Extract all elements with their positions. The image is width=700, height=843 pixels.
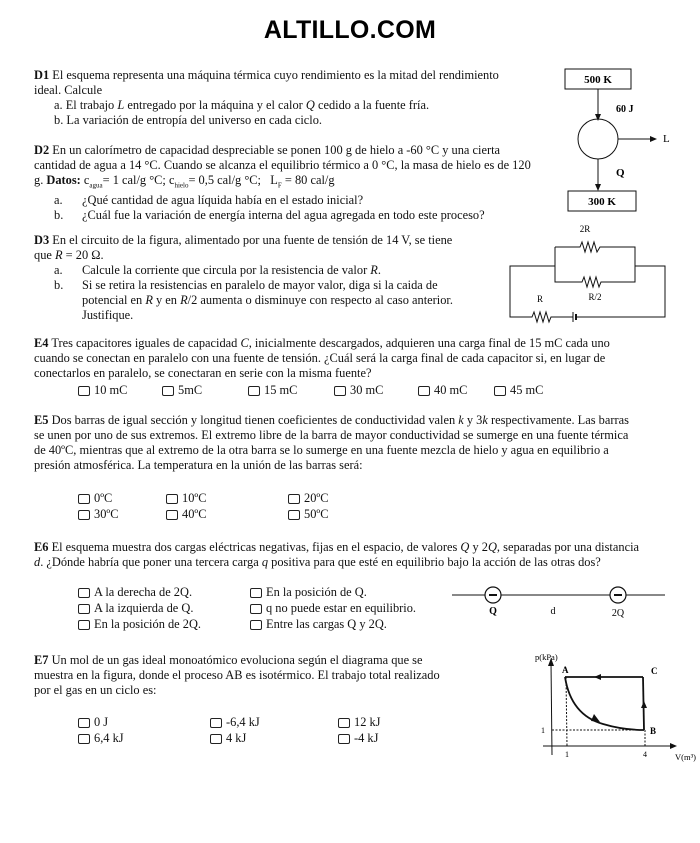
checkbox-icon: [78, 494, 90, 504]
checkbox-icon: [78, 620, 90, 630]
option-checkbox[interactable]: 15 mC: [248, 383, 297, 398]
question-e7: [34, 653, 504, 698]
question-number: D1: [34, 68, 50, 82]
option-checkbox[interactable]: q no puede estar en equilibrio.: [250, 601, 416, 616]
pv-diagram: [505, 650, 700, 765]
checkbox-icon: [250, 588, 262, 598]
option-checkbox[interactable]: 10 mC: [78, 383, 127, 398]
circuit-diagram: [500, 218, 675, 328]
question-number: D2: [34, 143, 50, 157]
option-checkbox[interactable]: 0ºC: [78, 491, 112, 506]
checkbox-icon: [166, 494, 178, 504]
checkbox-icon: [78, 510, 90, 520]
option-checkbox[interactable]: En la posición de Q.: [250, 585, 367, 600]
option-checkbox[interactable]: 0 J: [78, 715, 108, 730]
question-number: E4: [34, 336, 49, 350]
question-text: Un mol de un gas ideal monoatómico evoluciona según el diagrama que se: [51, 653, 423, 667]
sub-item-b: b. La variación de entropía del universo en cada ciclo.: [54, 113, 323, 127]
resistor-2r-label: 2R: [579, 224, 591, 234]
option-checkbox[interactable]: 10ºC: [166, 491, 207, 506]
option-checkbox[interactable]: 20ºC: [288, 491, 329, 506]
checkbox-icon: [78, 386, 90, 396]
question-text: presión atmosférica. La temperatura en la unión de las barras será:: [34, 458, 363, 472]
checkbox-icon: [250, 604, 262, 614]
arrow-down-icon: [595, 184, 601, 191]
question-text: ideal. Calcule: [34, 83, 103, 97]
question-text: muestra en la figura, donde el proceso AB es isotérmico. El trabajo total realizado: [34, 668, 440, 682]
checkbox-icon: [78, 588, 90, 598]
charge-2q-label: 2Q: [611, 608, 625, 619]
question-text: En el circuito de la figura, alimentado por una fuente de tensión de 14 V, se tiene: [52, 233, 453, 247]
x-tick-label: 1: [565, 750, 569, 759]
question-text: cuando se conectan en paralelo con una fuente de tensión. ¿Cuál será la carga final de cada capacitor si, en lugar de: [34, 351, 606, 365]
sub-item-a: a. Calcule la corriente que circula por la resistencia de valor R.: [54, 263, 381, 277]
checkbox-icon: [78, 734, 90, 744]
question-text: que R = 20 Ω.: [34, 248, 104, 262]
option-checkbox[interactable]: 30 mC: [334, 383, 383, 398]
question-text: por el gas en un ciclo es:: [34, 683, 157, 697]
option-checkbox[interactable]: En la posición de 2Q.: [78, 617, 201, 632]
distance-label: d: [550, 606, 556, 617]
point-a-label: A: [562, 665, 569, 675]
option-checkbox[interactable]: 12 kJ: [338, 715, 381, 730]
question-number: E5: [34, 413, 49, 427]
work-label: L: [663, 133, 670, 145]
heat-out-label: Q: [616, 167, 625, 179]
data-line: g. Datos: $c_{agua}= 1$ cal/g °C; $c_{hielo}= 0,5$ cal/g °C; $L_F = 80$ cal/g: [34, 173, 335, 190]
option-checkbox[interactable]: Entre las cargas Q y 2Q.: [250, 617, 387, 632]
checkbox-icon: [338, 718, 350, 728]
heat-in-label: 60 J: [616, 104, 634, 115]
question-text: En un calorímetro de capacidad despreciable se ponen 100 g de hielo a -60 °C y una cierta: [52, 143, 501, 157]
question-text: El esquema representa una máquina térmica cuyo rendimiento es la mitad del rendimiento: [52, 68, 499, 82]
option-checkbox[interactable]: A la izquierda de Q.: [78, 601, 193, 616]
resistor-r-label: R: [536, 294, 544, 304]
checkbox-icon: [418, 386, 430, 396]
point-b-label: B: [650, 726, 657, 736]
question-text: de 40ºC, mientras que al extremo de la otra barra se lo sumerge en una fuente mezcla de hielo y agua en equilibrio a: [34, 443, 609, 457]
option-checkbox[interactable]: 40 mC: [418, 383, 467, 398]
option-checkbox[interactable]: 45 mC: [494, 383, 543, 398]
sub-item-b: b. Si se retira la resistencias en paralelo de mayor valor, diga si la caida de potencial en R y en R/2 aumenta o disminuye con respecto al caso anterior. Justifique.: [54, 278, 453, 322]
checkbox-icon: [334, 386, 346, 396]
option-checkbox[interactable]: 30ºC: [78, 507, 119, 522]
x-tick-label: 4: [643, 750, 647, 759]
checkbox-icon: [210, 718, 222, 728]
arrow-right-icon: [650, 136, 657, 142]
question-text: conectarlos en paralelo, se conectaran en serie con la misma fuente?: [34, 366, 372, 380]
checkbox-icon: [166, 510, 178, 520]
question-number: E7: [34, 653, 49, 667]
question-e4: E4 Tres capacitores iguales de capacidad C, inicialmente descargados, adquieren una carga final de 15 mC cada uno cuando se conectan en paralelo con una fuente de tensión. ¿Cuál será la carga final de cada capacitor si, en lugar de conectarlos en paralelo, se conectaran en serie con la misma fuente?: [34, 336, 694, 381]
option-checkbox[interactable]: -6,4 kJ: [210, 715, 260, 730]
question-text: d. ¿Dónde habría que poner una tercera carga q positiva para que esté en equilibrio bajo la acción de las otras dos?: [34, 555, 601, 569]
checkbox-icon: [210, 734, 222, 744]
checkbox-icon: [162, 386, 174, 396]
option-checkbox[interactable]: 5mC: [162, 383, 202, 398]
charges-diagram: [450, 583, 690, 623]
question-number: E6: [34, 540, 49, 554]
charge-q-label: Q: [489, 606, 497, 617]
cold-reservoir-label: 300 K: [588, 196, 616, 208]
option-checkbox[interactable]: 50ºC: [288, 507, 329, 522]
point-c-label: C: [651, 666, 658, 676]
checkbox-icon: [288, 494, 300, 504]
question-text: cantidad de agua a 14 °C. Cuando se alcanza el equilibrio térmico a 0 °C, la masa de hielo es de 120: [34, 158, 531, 172]
checkbox-icon: [250, 620, 262, 630]
checkbox-icon: [78, 604, 90, 614]
checkbox-icon: [78, 718, 90, 728]
y-axis-label: p(kPa): [535, 652, 558, 662]
site-title: ALTILLO.COM: [263, 16, 437, 44]
resistor-r2-label: R/2: [588, 292, 602, 302]
question-text: se unen por uno de sus extremos. El extremo libre de la barra de mayor conductividad se sumerge en una fuente térmica: [34, 428, 629, 442]
option-checkbox[interactable]: A la derecha de 2Q.: [78, 585, 192, 600]
y-tick-label: 1: [541, 726, 545, 735]
option-checkbox[interactable]: 4 kJ: [210, 731, 246, 746]
sub-item-b: b. ¿Cuál fue la variación de energía interna del agua agregada en todo este proceso?: [54, 208, 485, 223]
option-checkbox[interactable]: 6,4 kJ: [78, 731, 124, 746]
sub-item-a: a. El trabajo L entregado por la máquina y el calor Q cedido a la fuente fría.: [54, 98, 430, 112]
sub-item-a: a. ¿Qué cantidad de agua líquida había en el estado inicial?: [54, 193, 364, 208]
question-d3: [34, 233, 494, 323]
question-d2: [34, 143, 554, 223]
x-axis-label: V(m³): [675, 752, 696, 762]
option-checkbox[interactable]: 40ºC: [166, 507, 207, 522]
option-checkbox[interactable]: -4 kJ: [338, 731, 378, 746]
checkbox-icon: [494, 386, 506, 396]
question-e5: E5 Dos barras de igual sección y longitud tienen coeficientes de conductividad valen k y 3k respectivamente. Las barras se unen por uno de sus extremos. El extremo libre de la barra de mayor conductividad se sumerge en una fuente térmica de 40ºC, mientras que al extremo de la otra barra se lo sumerge en una fuente mezcla de hielo y agua en equilibrio a presión atmosférica. La temperatura en la unión de las barras será:: [34, 413, 694, 473]
checkbox-icon: [338, 734, 350, 744]
question-d1: [34, 68, 544, 128]
question-e6: E6 El esquema muestra dos cargas eléctricas negativas, fijas en el espacio, de valores Q y 2Q, separadas por una distancia d. ¿Dónde habría que poner una tercera carga q positiva para que esté en equilibrio bajo la acción de las otras dos?: [34, 540, 700, 570]
arrow-right-icon: [670, 743, 677, 749]
heat-engine-diagram: [560, 66, 700, 216]
checkbox-icon: [288, 510, 300, 520]
hot-reservoir-label: 500 K: [584, 74, 612, 86]
question-number: D3: [34, 233, 50, 247]
checkbox-icon: [248, 386, 260, 396]
